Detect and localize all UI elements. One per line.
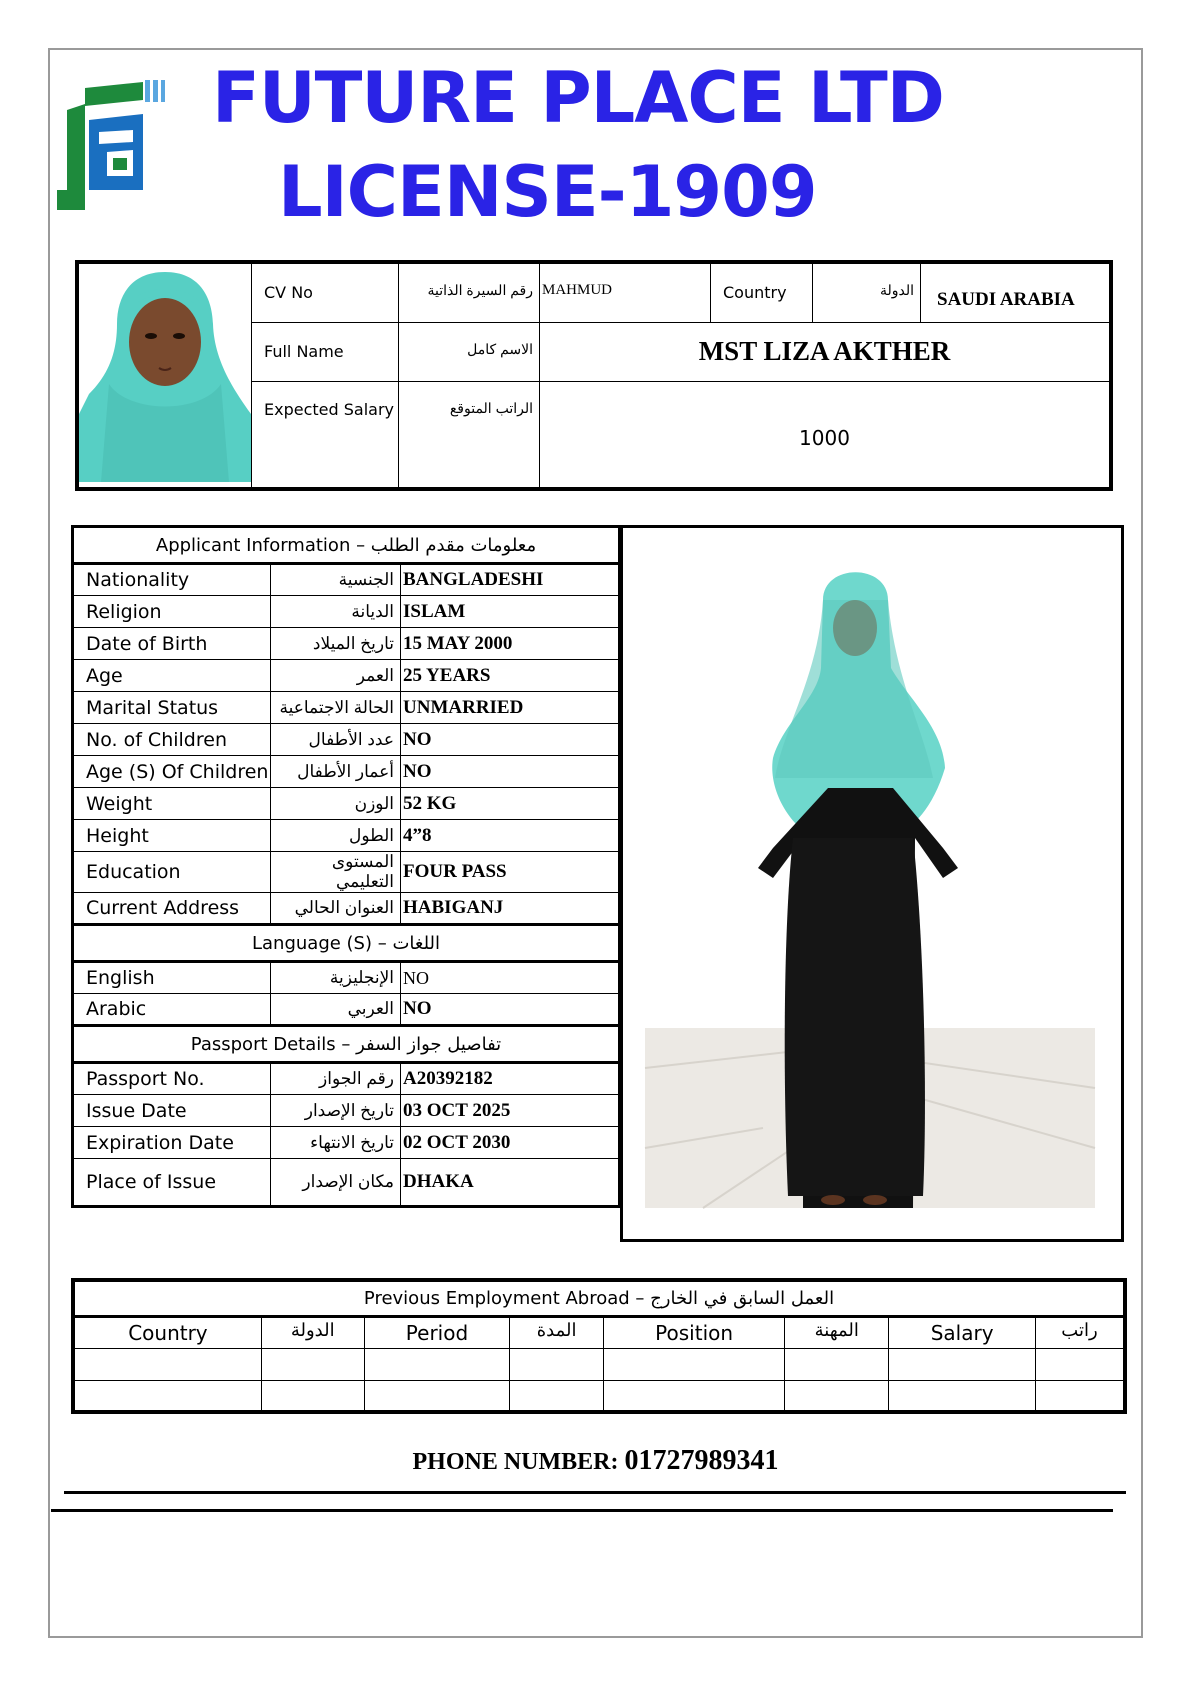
row-label-ar: الوزن xyxy=(271,788,401,820)
row-label-ar: عدد الأطفال xyxy=(271,724,401,756)
full-body-photo-panel xyxy=(620,525,1124,1242)
full-name-label-ar: الاسم كامل xyxy=(399,322,540,381)
row-value: NO xyxy=(401,724,620,756)
row-value: 4”8 xyxy=(401,820,620,852)
col-period: Period xyxy=(364,1316,510,1348)
table-row xyxy=(73,893,620,925)
candidate-summary-table xyxy=(75,260,1113,491)
employment-header: Previous Employment Abroad – العمل السابق في الخارج xyxy=(73,1280,1125,1316)
row-label: Age (S) Of Children xyxy=(73,756,271,788)
table-row xyxy=(73,564,620,596)
license-title: LICENSE-1909 xyxy=(278,151,817,233)
phone-number: 01727989341 xyxy=(624,1445,779,1476)
row-label-ar: تاريخ الإصدار xyxy=(271,1095,401,1127)
row-label-ar: المستوى التعليمي xyxy=(271,852,401,893)
country-value: SAUDI ARABIA xyxy=(921,262,1112,322)
table-row xyxy=(73,724,620,756)
table-row xyxy=(73,756,620,788)
table-row xyxy=(73,1380,1125,1412)
col-country-ar: الدولة xyxy=(261,1316,364,1348)
row-value: 25 YEARS xyxy=(401,660,620,692)
salary-label-ar: الراتب المتوقع xyxy=(399,381,540,489)
table-row xyxy=(73,660,620,692)
row-label-ar: العربي xyxy=(271,994,401,1026)
row-value: ISLAM xyxy=(401,596,620,628)
row-value: 03 OCT 2025 xyxy=(401,1095,620,1127)
passport-header: Passport Details – تفاصيل جواز السفر xyxy=(73,1026,620,1063)
row-label: Expiration Date xyxy=(73,1127,271,1159)
cv-no-label: CV No xyxy=(252,262,399,322)
full-name-label: Full Name xyxy=(252,322,399,381)
table-row xyxy=(73,596,620,628)
row-label: Place of Issue xyxy=(73,1159,271,1207)
row-label: Weight xyxy=(73,788,271,820)
row-value: A20392182 xyxy=(401,1063,620,1095)
table-row xyxy=(73,1063,620,1095)
row-value: NO xyxy=(401,994,620,1026)
country-label: Country xyxy=(711,262,813,322)
row-label-ar: الطول xyxy=(271,820,401,852)
col-position: Position xyxy=(603,1316,784,1348)
table-row xyxy=(73,1159,620,1207)
row-label-ar: العنوان الحالي xyxy=(271,893,401,925)
row-label: Issue Date xyxy=(73,1095,271,1127)
cv-no-label-ar: رقم السيرة الذاتية xyxy=(399,262,540,322)
row-value: 15 MAY 2000 xyxy=(401,628,620,660)
row-label-ar: الحالة الاجتماعية xyxy=(271,692,401,724)
row-value: UNMARRIED xyxy=(401,692,620,724)
row-value: DHAKA xyxy=(401,1159,620,1207)
table-row xyxy=(73,1127,620,1159)
row-label-ar: الإنجليزية xyxy=(271,962,401,994)
table-row xyxy=(73,1095,620,1127)
row-label: Age xyxy=(73,660,271,692)
full-name-value: MST LIZA AKTHER xyxy=(540,322,1112,381)
row-value: FOUR PASS xyxy=(401,852,620,893)
company-logo xyxy=(55,80,165,215)
row-label-ar: مكان الإصدار xyxy=(271,1159,401,1207)
row-label-ar: تاريخ الميلاد xyxy=(271,628,401,660)
applicant-info-header: Applicant Information – معلومات مقدم الطلب xyxy=(73,527,620,564)
row-label: Education xyxy=(73,852,271,893)
row-label: Arabic xyxy=(73,994,271,1026)
col-country: Country xyxy=(73,1316,261,1348)
row-value: 02 OCT 2030 xyxy=(401,1127,620,1159)
table-row xyxy=(73,788,620,820)
row-label: Nationality xyxy=(73,564,271,596)
col-period-ar: المدة xyxy=(510,1316,604,1348)
salary-label: Expected Salary xyxy=(252,381,399,489)
row-label-ar: أعمار الأطفال xyxy=(271,756,401,788)
row-value: 52 KG xyxy=(401,788,620,820)
col-position-ar: المهنة xyxy=(785,1316,889,1348)
row-label: Passport No. xyxy=(73,1063,271,1095)
row-label-ar: رقم الجواز xyxy=(271,1063,401,1095)
row-label-ar: الجنسية xyxy=(271,564,401,596)
table-row xyxy=(73,628,620,660)
table-row xyxy=(73,994,620,1026)
row-value: BANGLADESHI xyxy=(401,564,620,596)
portrait-photo xyxy=(79,264,251,482)
row-label: English xyxy=(73,962,271,994)
phone-line xyxy=(0,1445,1191,1477)
col-salary: Salary xyxy=(889,1316,1036,1348)
table-row xyxy=(73,692,620,724)
col-salary-ar: راتب xyxy=(1035,1316,1125,1348)
table-row xyxy=(73,962,620,994)
divider xyxy=(64,1491,1126,1494)
row-label: Religion xyxy=(73,596,271,628)
row-value: HABIGANJ xyxy=(401,893,620,925)
row-label: No. of Children xyxy=(73,724,271,756)
applicant-info-table xyxy=(71,525,621,1208)
divider xyxy=(51,1509,1113,1512)
row-label-ar: الديانة xyxy=(271,596,401,628)
languages-header: Language (S) – اللغات xyxy=(73,925,620,962)
row-label: Marital Status xyxy=(73,692,271,724)
table-row xyxy=(73,820,620,852)
table-row xyxy=(73,852,620,893)
row-label: Date of Birth xyxy=(73,628,271,660)
previous-employment-table xyxy=(71,1278,1127,1414)
row-value: NO xyxy=(401,962,620,994)
company-title: FUTURE PLACE LTD xyxy=(212,57,944,139)
phone-label: PHONE NUMBER: xyxy=(412,1449,619,1475)
table-row xyxy=(73,1348,1125,1380)
full-body-photo xyxy=(623,528,1121,1239)
row-label: Height xyxy=(73,820,271,852)
portrait-photo-cell xyxy=(77,262,252,489)
row-value: NO xyxy=(401,756,620,788)
row-label: Current Address xyxy=(73,893,271,925)
country-label-ar: الدولة xyxy=(813,262,921,322)
row-label-ar: العمر xyxy=(271,660,401,692)
cv-no-value: MAHMUD xyxy=(540,262,711,322)
row-label-ar: تاريخ الانتهاء xyxy=(271,1127,401,1159)
salary-value: 1000 xyxy=(540,381,1112,489)
